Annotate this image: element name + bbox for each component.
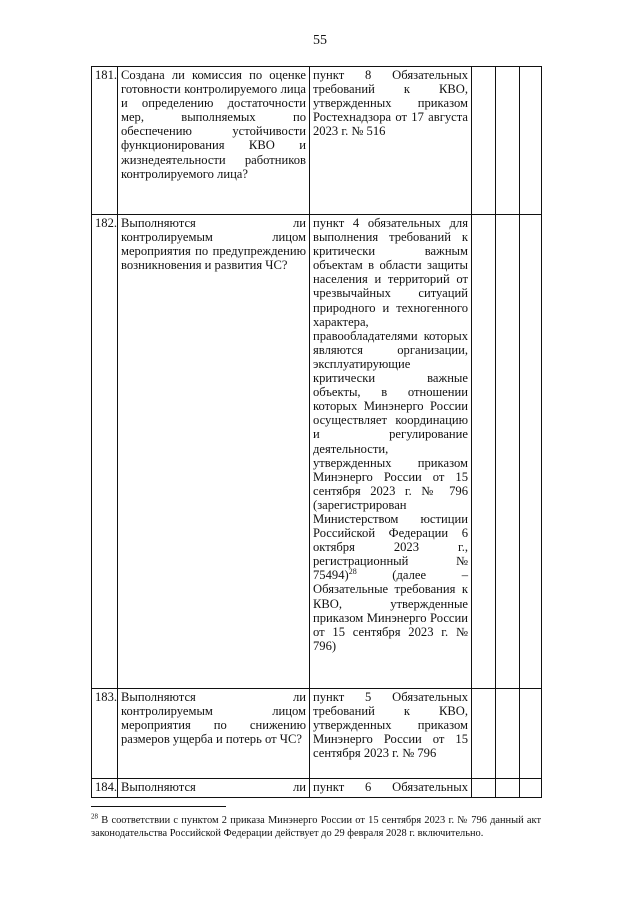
reference-cell: [310, 67, 472, 215]
reference-cell: [310, 215, 472, 689]
row-number: 182.: [92, 215, 118, 689]
answer-cell-no: [496, 215, 520, 689]
answer-cell-yes: [472, 779, 496, 798]
reference-cell: [310, 779, 472, 798]
footnote-marker: 28: [348, 567, 357, 577]
page-number: 55: [313, 33, 327, 48]
table-row: [92, 215, 542, 689]
footnote-number: 28: [91, 812, 98, 821]
checklist-table: [91, 66, 542, 798]
reference-text: пункт 5 Обязательных требований к КВО, утвержденных приказом Минэнерго России от 15 сентября 2023 г. № 796: [313, 690, 468, 761]
reference-text: пункт 4 обязательных для выполнения требований к критически важным объектам в области защиты населения и территорий от чрезвычайных ситуаций природного и техногенного характера, правообладателями которых являются организации, эксплуатирующие критически важные объекты, в отношении которых Минэнерго России осуществляет координацию и регулирование деятельности, утвержденных приказом Минэнерго России от 15 сентября 2023 г. № 796 (зарегистрирован Министерством юстиции Российской Федерации 6 октября 2023 г., регистрационный № 75494): [313, 216, 468, 583]
table-row: [92, 779, 542, 798]
reference-cell: [310, 689, 472, 779]
answer-cell-na: [520, 779, 542, 798]
table-row: [92, 67, 542, 215]
answer-cell-na: [520, 689, 542, 779]
answer-cell-na: [520, 67, 542, 215]
answer-cell-yes: [472, 689, 496, 779]
reference-text-continued: (далее – Обязательные требования к КВО, утвержденные приказом Минэнерго России от 15 сентября 2023 г. № 796): [313, 568, 468, 653]
answer-cell-no: [496, 779, 520, 798]
answer-cell-na: [520, 215, 542, 689]
table-row: [92, 689, 542, 779]
answer-cell-no: [496, 67, 520, 215]
footnote-text: В соответствии с пунктом 2 приказа Минэнерго России от 15 сентября 2023 г. № 796 данный акт законодательства Российской Федерации действует до 29 февраля 2028 г. включительно.: [91, 815, 541, 839]
question-cell: Создана ли комиссия по оценке готовности контролируемого лица и определению достаточности мер, выполняемых по обеспечению устойчивости функционирования КВО и жизнедеятельности работников контролируемого лица?: [118, 67, 310, 215]
reference-text: пункт 8 Обязательных требований к КВО, утвержденных приказом Ростехнадзора от 17 августа 2023 г. № 516: [313, 68, 468, 139]
row-number: 184.: [92, 779, 118, 798]
row-number: 183.: [92, 689, 118, 779]
answer-cell-yes: [472, 215, 496, 689]
answer-cell-no: [496, 689, 520, 779]
footnote-divider: [91, 806, 226, 807]
footnote: [91, 814, 541, 840]
question-cell: Выполняются ли контролируемым лицом мероприятия по снижению размеров ущерба и потерь от ЧС?: [118, 689, 310, 779]
answer-cell-yes: [472, 67, 496, 215]
row-number: 181.: [92, 67, 118, 215]
question-cell: Выполняются ли контролируемым лицом мероприятия по предупреждению возникновения и развития ЧС?: [118, 215, 310, 689]
reference-text: пункт 6 Обязательных: [313, 780, 468, 794]
question-cell: Выполняются ли: [118, 779, 310, 798]
